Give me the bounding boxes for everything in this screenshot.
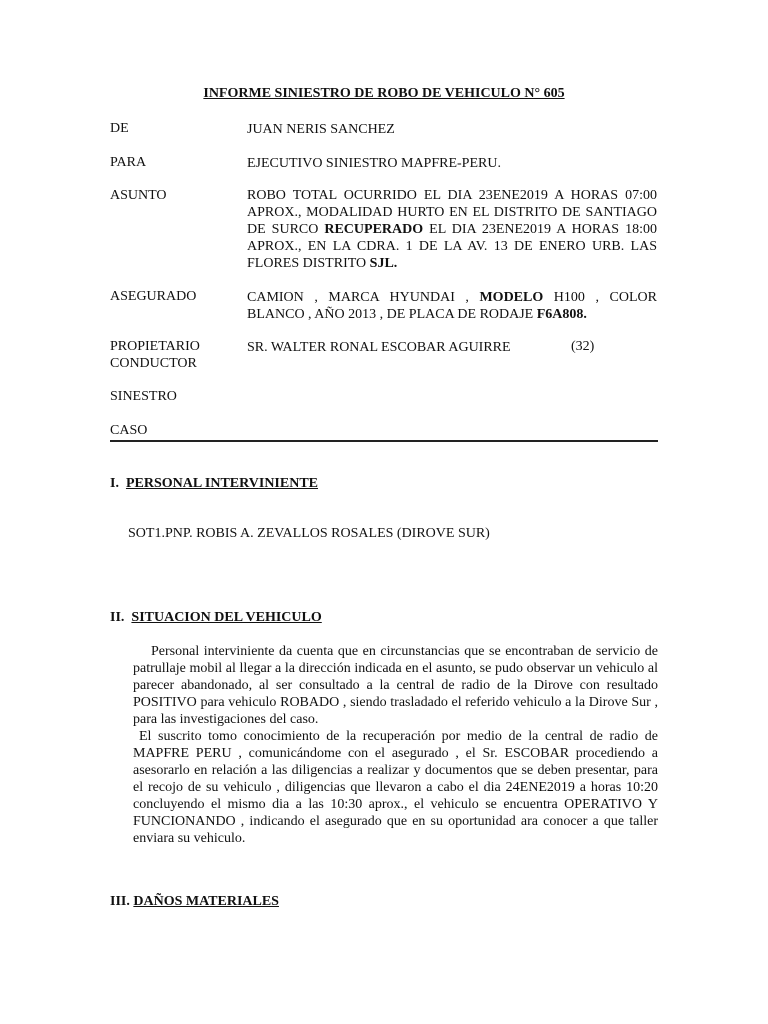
section-2-title: SITUACION DEL VEHICULO bbox=[131, 610, 322, 625]
section-2-number: II. bbox=[110, 610, 125, 625]
section-2-paragraph-1: Personal interviniente da cuenta que en circunstancias que se encontraban de servicio de patrullaje mobil al llegar a la dirección indicada en el asunto, se pudo observar un vehiculo al parecer abandonado, al ser consultado a la central de radio de la Dirove con resultado POSITIVO para vehiculo ROBADO , siendo trasladado el referido vehiculo a la Dirove Sur , para las investigaciones del caso. bbox=[133, 644, 658, 727]
label-sinestro: SINESTRO bbox=[110, 389, 177, 404]
label-asunto: ASUNTO bbox=[110, 188, 167, 203]
asunto-text-1: ROBO TOTAL OCURRIDO EL DIA 23ENE2019 A HORAS 07:00 APROX., MODALIDAD HURTO EN EL DISTRITO DE SANTIAGO DE SURCO bbox=[247, 188, 657, 237]
label-caso: CASO bbox=[110, 423, 148, 438]
header-divider bbox=[110, 440, 658, 442]
label-asegurado: ASEGURADO bbox=[110, 289, 197, 304]
label-propietario: PROPIETARIO bbox=[110, 339, 200, 354]
asunto-district: SJL. bbox=[369, 256, 398, 271]
label-de: DE bbox=[110, 121, 129, 136]
section-1-title: PERSONAL INTERVINIENTE bbox=[125, 476, 319, 491]
section-3-number: III. bbox=[110, 894, 130, 909]
value-propietario: SR. WALTER RONAL ESCOBAR AGUIRRE bbox=[247, 340, 511, 355]
label-para: PARA bbox=[110, 155, 147, 170]
asunto-text-2: EL DIA 23ENE2019 A HORAS 18:00 APROX., EN LA CDRA. 1 DE LA AV. 13 DE ENERO URB. LAS FLORES DISTRITO bbox=[247, 222, 657, 271]
asegurado-text-2: H100 , COLOR BLANCO , AÑO 2013 , DE PLACA DE RODAJE bbox=[247, 290, 657, 322]
section-1-heading bbox=[110, 476, 318, 492]
section-3-title: DAÑOS MATERIALES bbox=[133, 894, 279, 909]
section-1-text: SOT1.PNP. ROBIS A. ZEVALLOS ROSALES (DIROVE SUR) bbox=[128, 526, 490, 541]
asegurado-text-1: CAMION , MARCA HYUNDAI , bbox=[247, 290, 480, 305]
label-conductor: CONDUCTOR bbox=[110, 356, 197, 371]
section-2-body bbox=[133, 643, 658, 847]
propietario-age: (32) bbox=[571, 339, 595, 354]
report-title: INFORME SINIESTRO DE ROBO DE VEHICULO N° 605 bbox=[203, 86, 565, 101]
section-3-heading bbox=[110, 894, 279, 910]
asunto-recuperado: RECUPERADO bbox=[324, 222, 424, 237]
value-asunto bbox=[247, 187, 657, 272]
value-de: JUAN NERIS SANCHEZ bbox=[247, 122, 395, 137]
section-1-number: I. bbox=[110, 476, 119, 491]
value-asegurado bbox=[247, 289, 657, 323]
asegurado-plate: F6A808. bbox=[536, 307, 587, 322]
value-para: EJECUTIVO SINIESTRO MAPFRE-PERU. bbox=[247, 156, 501, 171]
section-2-paragraph-2: El suscrito tomo conocimiento de la recuperación por medio de la central de radio de MAPFRE PERU , comunicándome con el asegurado , el Sr. ESCOBAR procediendo a asesorarlo en relación a las diligencias a realizar y documentos que se deben presentar, para el recojo de su vehiculo , diligencias que llevaron a cabo el dia 24ENE2019 a horas 10:20 concluyendo el mismo dia a las 10:30 aprox., el vehiculo se encuentra OPERATIVO Y FUNCIONANDO , indicando el asegurado que en su oportunidad ara conocer a que taller enviara su vehiculo. bbox=[133, 729, 658, 846]
asegurado-modelo: MODELO bbox=[479, 290, 544, 305]
section-2-heading bbox=[110, 610, 322, 626]
